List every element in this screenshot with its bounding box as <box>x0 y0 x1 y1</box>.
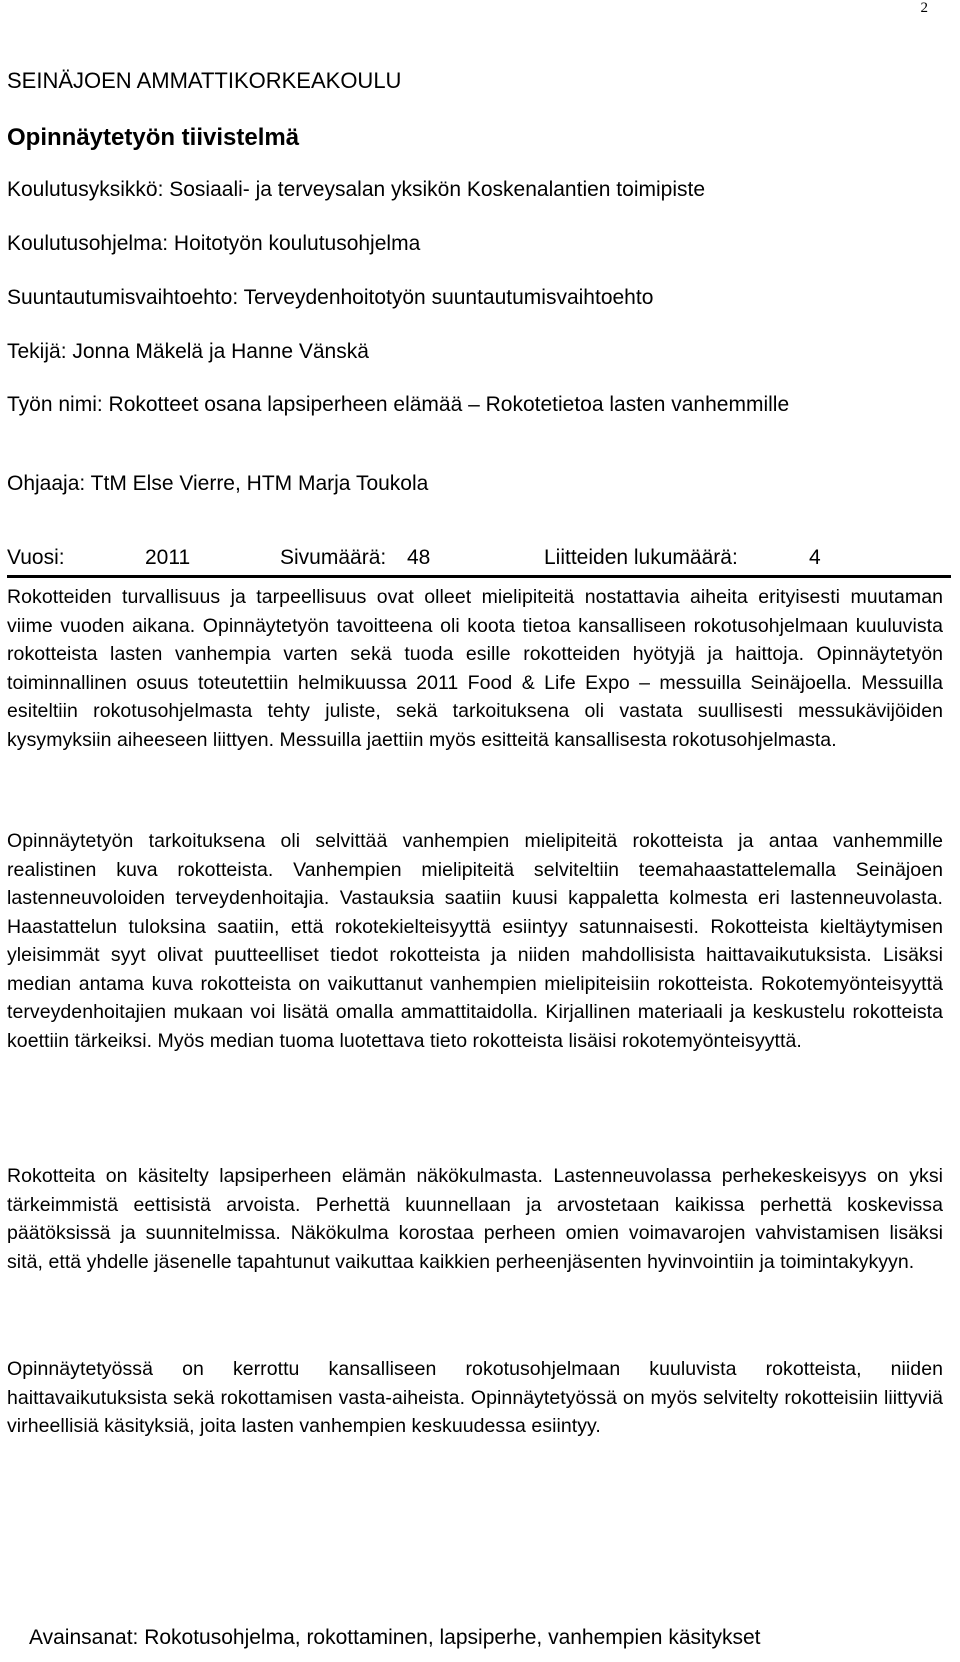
year-row <box>7 546 943 576</box>
pages-label: Sivumäärä: <box>280 546 387 569</box>
meta-work-name: Työn nimi: Rokotteet osana lapsiperheen elämää – Rokotetietoa lasten vanhemmille <box>7 393 790 416</box>
meta-supervisor: Ohjaaja: TtM Else Vierre, HTM Marja Toukola <box>7 472 429 495</box>
pages-value: 48 <box>407 546 431 569</box>
abstract-paragraph-4: Opinnäytetyössä on kerrottu kansalliseen rokotusohjelmaan kuuluvista rokotteista, niiden haittavaikutuksista sekä rokottamisen vasta-aiheista. Opinnäytetyössä on myös selvitelty rokotteisiin liittyviä virheellisiä käsityksiä, joita lasten vanhempien keskuudessa esiintyy. <box>7 1358 943 1437</box>
page-number: 2 <box>920 0 928 16</box>
attachments-value: 4 <box>809 546 821 569</box>
meta-specialisation: Suuntautumisvaihtoehto: Terveydenhoitotyön suuntautumisvaihtoehto <box>7 286 654 309</box>
abstract-paragraph-3: Rokotteita on käsitelty lapsiperheen elämän näkökulmasta. Lastenneuvolassa perhekeskeisyys on yksi tärkeimmistä eettisistä arvoista. Perhettä kuunnellaan ja arvostetaan kaikissa perhettä koskevissa päätöksissä ja suunnitelmissa. Näkökulma korostaa perheen omien voimavarojen vahvistamisen lisäksi sitä, että yhdelle jäsenelle tapahtunut vaikuttaa kaikkien perheenjäsenten hyvinvointiin ja toimintakykyyn. <box>7 1165 943 1273</box>
year-label: Vuosi: <box>7 546 65 569</box>
meta-unit: Koulutusyksikkö: Sosiaali- ja terveysalan yksikön Koskenalantien toimipiste <box>7 178 706 201</box>
keywords: Avainsanat: Rokotusohjelma, rokottaminen, lapsiperhe, vanhempien käsitykset <box>29 1626 761 1649</box>
attachments-label: Liitteiden lukumäärä: <box>544 546 738 569</box>
abstract-paragraph-1: Rokotteiden turvallisuus ja tarpeellisuus ovat olleet mielipiteitä nostattavia aiheita erityisesti muutaman viime vuoden aikana. Opinnäytetyön tavoitteena oli koota tietoa kansalliseen rokotusohjelmaan kuuluvista rokotteista lasten vanhempia varten sekä tuoda esille rokotteiden hyötyjä ja haittoja. Opinnäytetyön toiminnallinen osuus toteutettiin helmikuussa 2011 Food & Life Expo – messuilla Seinäjoella. Messuilla esiteltiin rokotusohjelmasta tehty juliste, sekä tarkoituksena oli vastata suullisesti messukävijöiden kysymyksiin aiheeseen liittyen. Messuilla jaettiin myös esitteitä kansallisesta rokotusohjelmasta. <box>7 586 943 751</box>
page-title: Opinnäytetyön tiivistelmä <box>7 124 300 151</box>
abstract-paragraph-2: Opinnäytetyön tarkoituksena oli selvittää vanhempien mielipiteitä rokotteista ja antaa vanhemmille realistinen kuva rokotteista. Vanhempien mielipiteitä selviteltiin teemahaastattelemalla Seinäjoen lastenneuvoloiden terveydenhoitajia. Vastauksia saatiin kuusi kappaletta kolmesta eri lastenneuvolasta. Haastattelun tuloksina saatiin, että rokotekielteisyyttä esiintyy satunnaisesti. Rokotteista kieltäytymisen yleisimmät syyt olivat puutteelliset tiedot rokotteista ja niiden mahdollisista haittavaikutuksista. Lisäksi median antama kuva rokotteista on vaikuttanut vanhempien mielipiteisiin rokotteista. Rokotemyönteisyyttä terveydenhoitajien mukaan voi lisätä omalla ammattitaidolla. Kirjallinen materiaali ja keskustelu rokotteista koettiin tärkeiksi. Myös median tuoma luotettava tieto rokotteista lisäisi rokotemyönteisyyttä. <box>7 830 943 1052</box>
year-value: 2011 <box>145 546 191 569</box>
school-name: SEINÄJOEN AMMATTIKORKEAKOULU <box>7 68 402 93</box>
meta-author: Tekijä: Jonna Mäkelä ja Hanne Vänskä <box>7 340 369 363</box>
meta-programme: Koulutusohjelma: Hoitotyön koulutusohjelma <box>7 232 421 255</box>
divider <box>7 575 951 578</box>
